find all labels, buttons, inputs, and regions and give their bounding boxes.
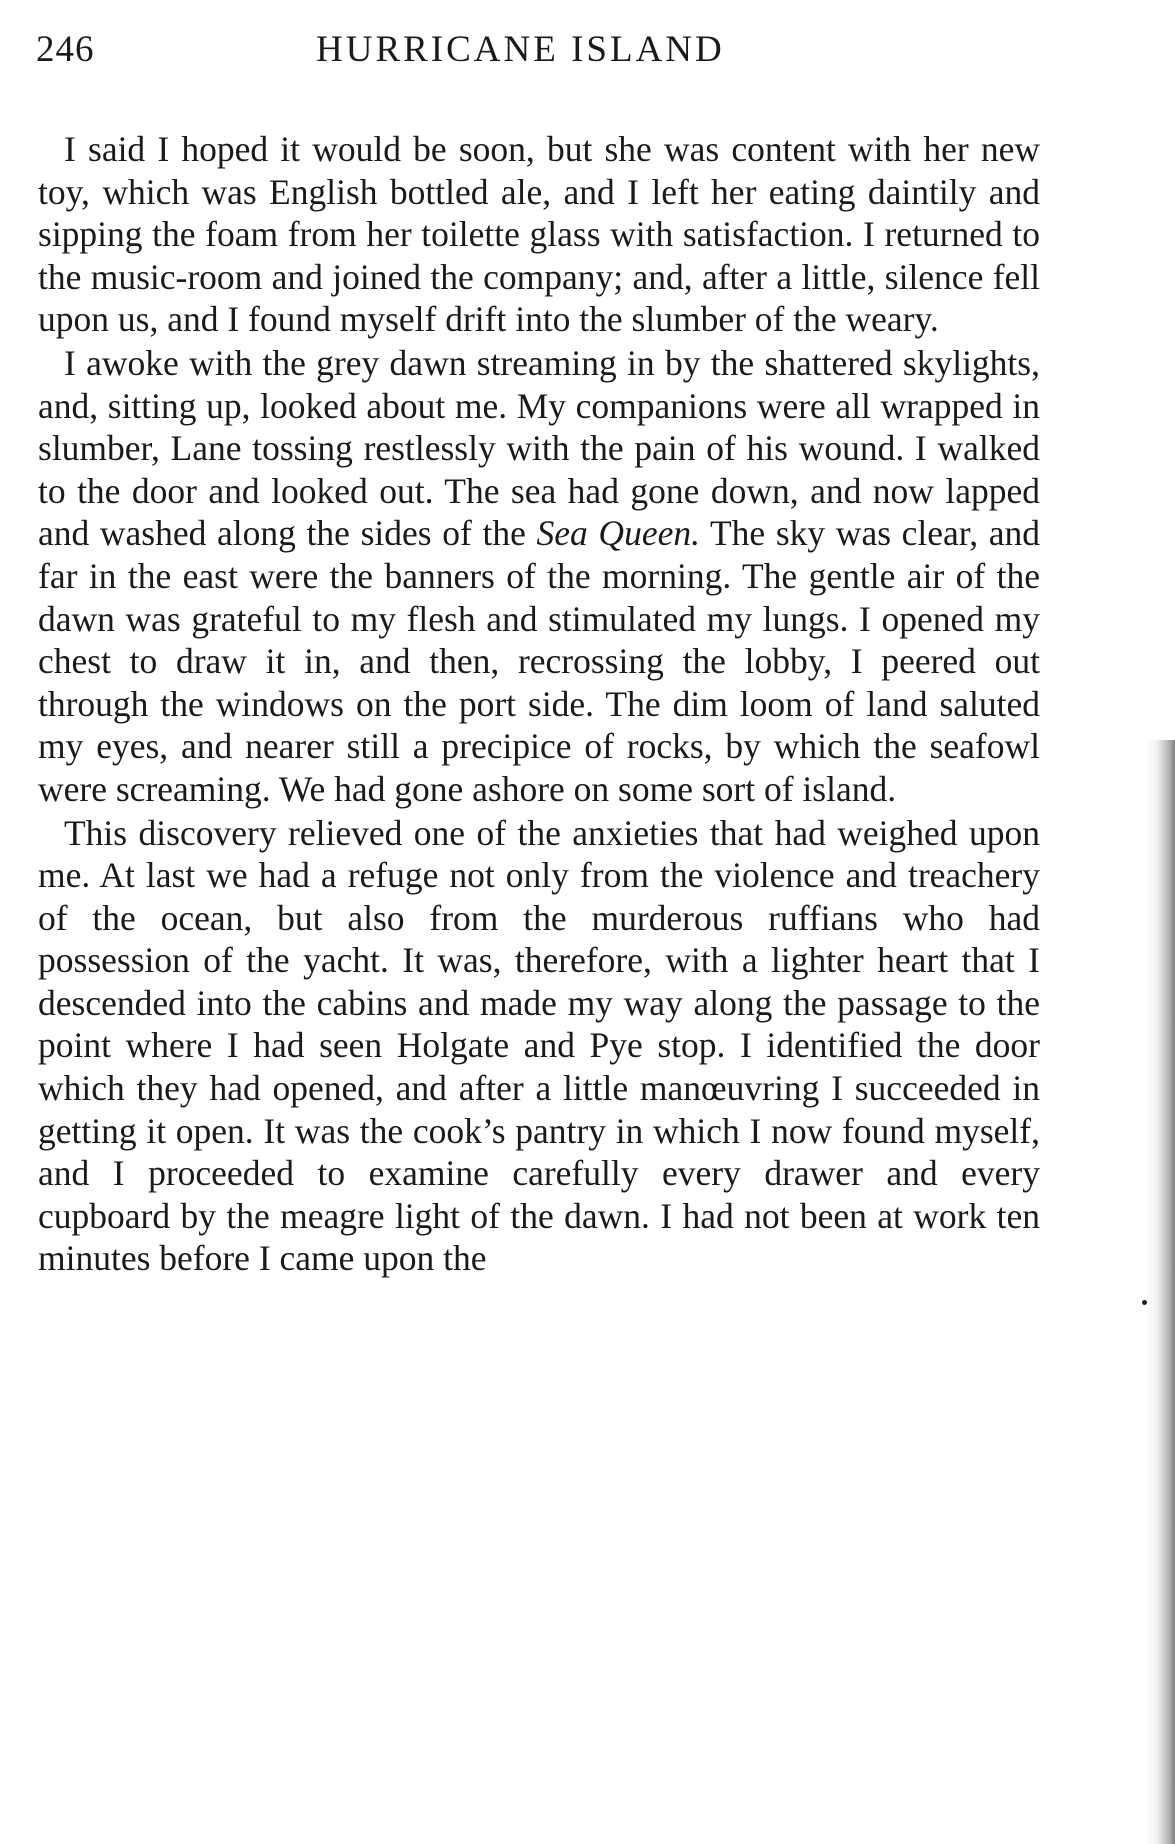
paragraph-1-text: I said I hoped it would be soon, but she was content with her new toy, which was English bottled ale, and I left her eating daintily and sipping the foam from her toilette glass with satisfaction. I returned to the music-room and joined the company; and, after a little, silence fell upon us, and I found myself drift into the slumber of the weary. — [38, 129, 1040, 340]
scan-gutter-shadow — [1145, 740, 1175, 1844]
paragraph-1 — [38, 128, 1040, 341]
scan-speck — [1142, 1300, 1147, 1305]
page-header — [36, 28, 1036, 84]
paragraph-2-text-start: I awoke with the grey dawn streaming in by the shattered skylights, and, sitting up, looked about me. My companions were all wrapped in slumber, Lane tossing restlessly with the pain of his wound. I walked to the door and looked out. The sea had gone down, and now lapped and washed along the sides of the — [38, 342, 1040, 554]
paragraph-3-text: This discovery relieved one of the anxieties that had weighed upon me. At last we had a refuge not only from the violence and treachery of the ocean, but also from the murderous ruffians who had possession of the yacht. It was, therefore, with a lighter heart that I descended into the cabins and made my way along the passage to the point where I had seen Holgate and Pye stop. I identified the door which they had opened, and after a little manœuvring I succeeded in getting it open. It was the cook’s pantry in which I now found myself, and I proceeded to examine carefully every drawer and every cupboard by the meagre light of the dawn. I had not been at work ten minutes before I came upon the — [38, 812, 1040, 1279]
body-text — [38, 128, 1040, 1280]
paragraph-2 — [38, 342, 1040, 811]
paragraph-3 — [38, 812, 1040, 1281]
ship-name-italic: Sea Queen. — [536, 513, 700, 554]
running-title: HURRICANE ISLAND — [316, 29, 725, 70]
page-number: 246 — [36, 29, 95, 70]
paragraph-2-text-end: The sky was clear, and far in the east were the banners of the morning. The gentle air of the dawn was grateful to my flesh and stimulated my lungs. I opened my chest to draw it in, and then, recrossing the lobby, I peered out through the windows on the port side. The dim loom of land saluted my eyes, and nearer still a precipice of rocks, by which the seafowl were screaming. We had gone ashore on some sort of island. — [38, 513, 1040, 809]
